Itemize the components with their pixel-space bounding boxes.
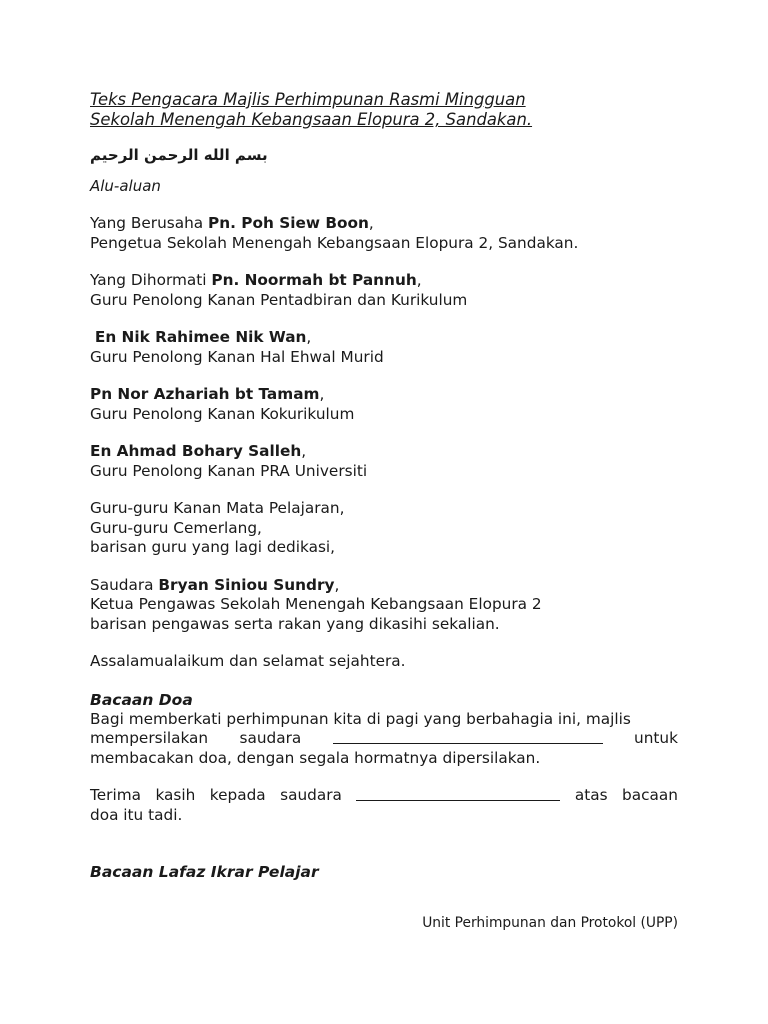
salam: Assalamualaikum dan selamat sejahtera.: [90, 652, 406, 670]
greeting-name: Pn. Noormah bt Pannuh: [211, 271, 417, 289]
greeting-gpk-hem: [90, 328, 678, 367]
doa-section: [90, 690, 678, 769]
thanks-line-1: Terima kasih kepada saudara atas bacaan: [90, 786, 678, 804]
greeting-role: Guru Penolong Kanan Pentadbiran dan Kurikulum: [90, 290, 468, 309]
title-line-1: Teks Pengacara Majlis Perhimpunan Rasmi Mingguan: [90, 90, 526, 109]
greeting-prefect: [90, 576, 678, 635]
greeting-prefix: Yang Berusaha: [90, 214, 209, 232]
greeting-prefix: Yang Dihormati: [90, 271, 212, 289]
prefect-line-3: barisan pengawas serta rakan yang dikasihi sekalian.: [90, 614, 500, 633]
greeting-role: Guru Penolong Kanan Hal Ehwal Murid: [90, 347, 384, 366]
greeting-role: Guru Penolong Kanan PRA Universiti: [90, 461, 368, 480]
doa-heading: Bacaan Doa: [90, 690, 193, 709]
ikrar-heading: Bacaan Lafaz Ikrar Pelajar: [90, 863, 319, 881]
greeting-suffix: ,: [306, 328, 312, 346]
greeting-suffix: ,: [319, 385, 325, 403]
teachers-line-3: barisan guru yang lagi dedikasi,: [90, 538, 336, 556]
greeting-name: En Ahmad Bohary Salleh: [90, 442, 302, 460]
teachers-line-2: Guru-guru Cemerlang,: [90, 518, 262, 537]
greeting-gpk-kokurikulum: [90, 385, 678, 424]
greeting-suffix: ,: [416, 271, 422, 289]
greeting-suffix: ,: [301, 442, 307, 460]
doa-line-1: Bagi memberkati perhimpunan kita di pagi yang berbahagia ini, majlis: [90, 709, 631, 728]
greeting-teachers: [90, 499, 678, 558]
thanks-name-blank: [356, 786, 560, 801]
greeting-name: Pn. Poh Siew Boon: [208, 214, 369, 232]
thanks-section: [90, 786, 678, 825]
greeting-gpk-pentadbiran: [90, 271, 678, 310]
prefect-suffix: ,: [334, 575, 340, 594]
basmalah: بسم الله الرحمن الرحيم: [90, 146, 268, 164]
greeting-name: En Nik Rahimee Nik Wan: [94, 328, 307, 346]
thanks-line-2: doa itu tadi.: [90, 805, 183, 824]
prefect-role: Ketua Pengawas Sekolah Menengah Kebangsaan Elopura 2: [90, 595, 542, 613]
greeting-principal: [90, 214, 678, 253]
greeting-role: Pengetua Sekolah Menengah Kebangsaan Elopura 2, Sandakan.: [90, 233, 579, 252]
greeting-suffix: ,: [368, 214, 374, 232]
doa-line-2: mempersilakan saudara untuk: [90, 729, 678, 747]
document-title: [90, 90, 678, 130]
doa-line-3: membacakan doa, dengan segala hormatnya dipersilakan.: [90, 748, 541, 767]
prefect-prefix: Saudara: [90, 575, 159, 594]
greeting-role: Guru Penolong Kanan Kokurikulum: [90, 404, 355, 423]
document-page: [90, 90, 678, 882]
doa-name-blank: [333, 729, 603, 744]
greeting-gpk-pra-universiti: [90, 442, 678, 481]
footer-unit: Unit Perhimpunan dan Protokol (UPP): [422, 915, 678, 931]
greeting-name: Pn Nor Azhariah bt Tamam: [90, 385, 320, 403]
title-line-2: Sekolah Menengah Kebangsaan Elopura 2, Sandakan.: [90, 110, 533, 129]
teachers-line-1: Guru-guru Kanan Mata Pelajaran,: [90, 499, 345, 517]
alu-aluan-heading: Alu-aluan: [90, 177, 161, 195]
prefect-name: Bryan Siniou Sundry: [158, 575, 335, 594]
